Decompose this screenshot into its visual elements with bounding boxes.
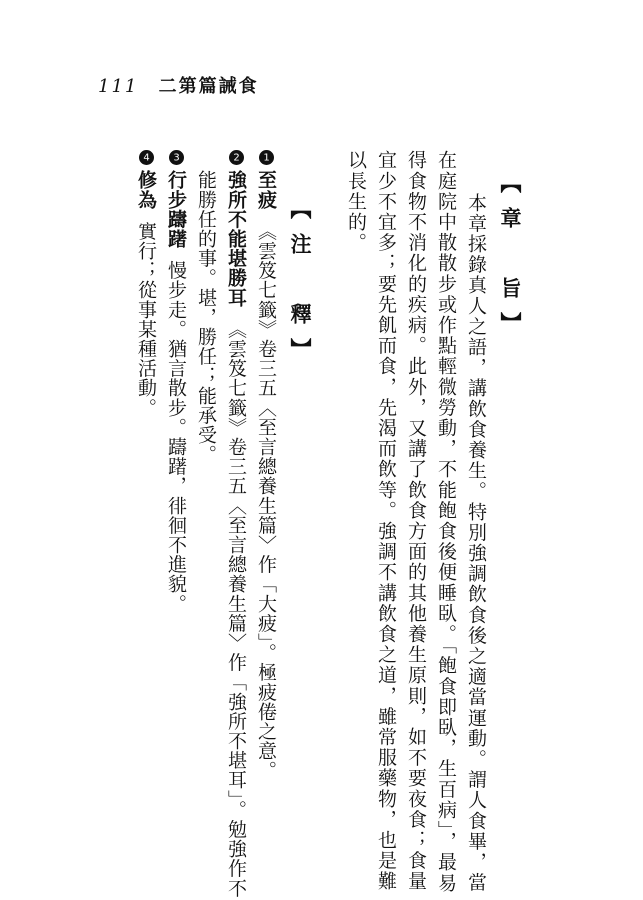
- chapter-title: 二第篇誡食: [158, 76, 259, 97]
- page-number: 111: [98, 76, 139, 97]
- summary-column: 宜少不宜多；要先飢而食，先渴而飲等。強調不講飲食之道，雖常服藥物，也是難: [375, 150, 397, 892]
- note-item: [136, 150, 155, 417]
- note-term: 至疲: [255, 170, 277, 210]
- page-header: [98, 72, 259, 98]
- summary-column: 以長生的。: [345, 150, 367, 253]
- note-item: [226, 150, 245, 898]
- note-item: [256, 150, 275, 780]
- note-text: 《雲笈七籤》卷三五〈至言總養生篇〉作「強所不堪耳」。勉強作不: [225, 319, 247, 898]
- note-number-badge: 4: [139, 150, 154, 165]
- note-number-badge: 2: [229, 150, 244, 165]
- section-heading-notes: 【注 釋】: [288, 198, 313, 373]
- note-term: 修為: [135, 170, 157, 210]
- note-item: [166, 150, 185, 613]
- section-heading-summary: 【章 旨】: [498, 172, 523, 347]
- summary-column: 本章採錄真人之語，講飲食養生。特別強調飲食後之適當運動。謂人食畢，當: [465, 172, 487, 893]
- note-text: 慢步走。猶言散步。躊躇，徘徊不進貌。: [165, 260, 187, 614]
- note-continuation: 能勝任的事。堪，勝任；能承受。: [195, 170, 217, 464]
- note-text: 《雲笈七籤》卷三五〈至言總養生篇〉作「大疲」。極疲倦之意。: [255, 221, 277, 781]
- note-term: 行步躊躇: [165, 170, 187, 249]
- note-text: 實行；從事某種活動。: [135, 221, 157, 418]
- note-term: 強所不能堪勝耳: [225, 170, 247, 308]
- note-number-badge: 3: [169, 150, 184, 165]
- note-number-badge: 1: [259, 150, 274, 165]
- summary-column: 得食物不消化的疾病。此外，又講了飲食方面的其他養生原則，如不要夜食；食量: [405, 150, 427, 892]
- summary-column: 在庭院中散散步或作點輕微勞動，不能飽食後便睡臥。「飽食即臥，生百病」，最易: [435, 150, 457, 894]
